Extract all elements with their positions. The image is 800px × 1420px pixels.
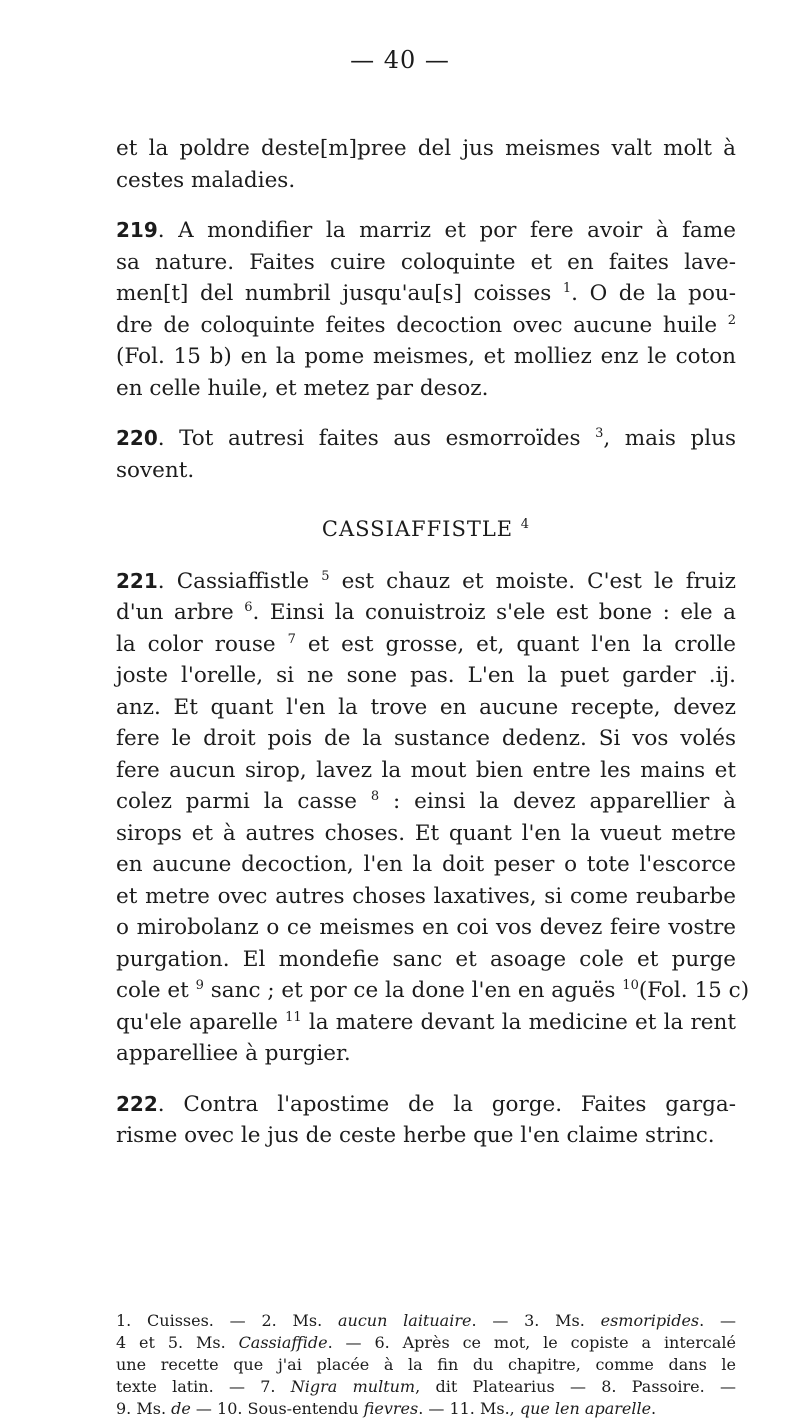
text-line: joste l'orelle, si ne sone pas. L'en la puet garder .ij.	[116, 663, 736, 688]
text-line	[116, 1007, 736, 1039]
text-run: est chauz et moiste. C'est le fruiz	[329, 568, 736, 594]
text-line	[116, 1089, 736, 1121]
text-run: 4 et 5. Ms.	[116, 1333, 239, 1352]
footnote-line	[116, 1332, 736, 1354]
footnote-line: une recette que j'ai placée à la fin du chapitre, comme dans le	[116, 1355, 736, 1374]
text-line	[116, 423, 736, 455]
text-line: en celle huile, et metez par desoz.	[116, 375, 489, 401]
text-line: fere le droit pois de la sustance dedenz. Si vos volés	[116, 726, 736, 751]
text-run: . Einsi la conuistroiz s'ele est bone : ele a	[252, 600, 736, 625]
footnote-ref: 2	[727, 312, 736, 328]
text-run: . Contra l'apostime de la gorge. Faites garga-	[157, 1091, 736, 1117]
text-line: cestes maladies.	[116, 167, 296, 193]
paragraph-219	[116, 215, 736, 404]
paragraph-continuation	[116, 133, 736, 196]
text-line	[116, 629, 736, 661]
text-run: . — 11. Ms.,	[418, 1399, 520, 1418]
footnote-ref: 6	[244, 599, 253, 615]
paragraph-number: 222	[116, 1091, 158, 1116]
text-run: , mais plus	[603, 426, 736, 451]
text-run: sanc ; et por ce la done l'en en aguës	[203, 978, 616, 1003]
footnotes	[116, 1310, 736, 1420]
text-line: sa nature. Faites cuire coloquinte et en faites lave-	[116, 249, 736, 275]
text-run: qu'ele aparelle	[116, 1009, 278, 1035]
paragraph-221	[116, 566, 750, 1070]
text-line: et la poldre deste[m]pree del jus meismes valt molt à	[116, 136, 736, 161]
text-run: Nigra multum	[290, 1377, 416, 1396]
text-run: d'un arbre	[116, 600, 234, 625]
footnote-ref: 10	[622, 977, 639, 993]
text-run: de	[171, 1399, 191, 1418]
text-run: 1. Cuisses. — 2. Ms.	[116, 1311, 338, 1330]
text-line: apparelliee à purgier.	[116, 1041, 351, 1066]
text-run: : einsi la devez apparellier à	[379, 789, 736, 814]
text-run: . Cassiaffistle	[157, 568, 310, 594]
footnote-line	[116, 1310, 736, 1332]
text-line: en aucune decoction, l'en la doit peser o tote l'escorce	[116, 852, 736, 877]
text-line: purgation. El mondefie sanc et asoage cole et purge	[116, 946, 736, 972]
text-run: aucun laituaire	[337, 1311, 472, 1330]
text-line	[116, 310, 736, 342]
footnote-ref: 11	[285, 1009, 302, 1025]
paragraph-number: 221	[116, 568, 158, 593]
text-run: . O de la pou-	[571, 281, 736, 306]
paragraph-220	[116, 423, 736, 486]
heading-text: CASSIAFFISTLE	[321, 517, 514, 541]
paragraph-number: 220	[116, 426, 158, 450]
text-run: dre de coloquinte feites decoction ovec aucune huile	[116, 312, 718, 338]
text-line	[116, 215, 736, 247]
text-run: . — 6. Après ce mot, le copiste a intercalé	[327, 1333, 736, 1352]
text-line: (Fol. 15 b) en la pome meismes, et molliez enz le coton	[116, 344, 736, 369]
text-line	[116, 566, 736, 598]
text-line	[116, 786, 736, 818]
text-run: texte latin. — 7.	[116, 1377, 291, 1396]
text-run: men[t] del numbril jusqu'au[s] coisses	[116, 281, 552, 306]
text-line	[116, 278, 736, 310]
text-line: anz. Et quant l'en la trove en aucune recepte, devez	[116, 694, 736, 720]
text-run: fievres	[363, 1399, 419, 1418]
footnote-line	[116, 1376, 736, 1398]
text-line: fere aucun sirop, lavez la mout bien entre les mains et	[116, 757, 736, 783]
footnote-ref: 5	[321, 568, 330, 584]
text-line	[116, 975, 750, 1007]
section-heading	[116, 514, 736, 546]
text-run: Cassiaffide	[238, 1333, 328, 1352]
text-run: colez parmi la casse	[116, 789, 357, 814]
footnote-ref: 8	[370, 788, 380, 804]
text-run: et est grosse, et, quant l'en la crolle	[295, 631, 736, 657]
text-run: la matere devant la medicine et la rent	[301, 1009, 736, 1035]
text-run: . Tot autresi faites aus esmorroïdes	[157, 426, 581, 451]
paragraph-number: 219	[116, 218, 158, 242]
text-run: 9. Ms.	[116, 1399, 172, 1418]
footnote-ref: 4	[520, 517, 531, 532]
page-number: — 40 —	[350, 46, 450, 74]
footnote-ref: 7	[287, 631, 296, 647]
text-run: (Fol. 15 c)	[638, 978, 750, 1003]
text-line: sovent.	[116, 457, 195, 483]
footnote-ref: 3	[595, 425, 604, 441]
text-run: , dit Platearius — 8. Passoire. —	[415, 1377, 736, 1396]
text-run: . — 3. Ms.	[471, 1311, 601, 1330]
text-line: sirops et à autres choses. Et quant l'en la vueut metre	[116, 820, 736, 846]
text-run: . —	[699, 1311, 737, 1330]
text-run: la color rouse	[116, 631, 276, 657]
text-run: esmoripides	[600, 1311, 700, 1330]
text-line	[116, 597, 736, 629]
text-line: o mirobolanz o ce meismes en coi vos devez feire vostre	[116, 915, 736, 940]
footnote-ref: 1	[562, 280, 572, 296]
text-line: et metre ovec autres choses laxatives, si come reubarbe	[116, 883, 736, 909]
text-run: cole et	[116, 978, 189, 1003]
text-run: . A mondifier la marriz et por fere avoir à fame	[157, 218, 736, 243]
text-run: — 10. Sous-entendu	[190, 1399, 364, 1418]
text-run: que len aparelle	[519, 1399, 652, 1418]
paragraph-222	[116, 1089, 736, 1152]
text-line: risme ovec le jus de ceste herbe que l'en claime strinc.	[116, 1123, 715, 1148]
footnote-ref: 9	[195, 977, 204, 993]
main-text	[116, 133, 750, 1152]
footnote-line	[116, 1398, 736, 1420]
text-run: .	[651, 1399, 657, 1418]
